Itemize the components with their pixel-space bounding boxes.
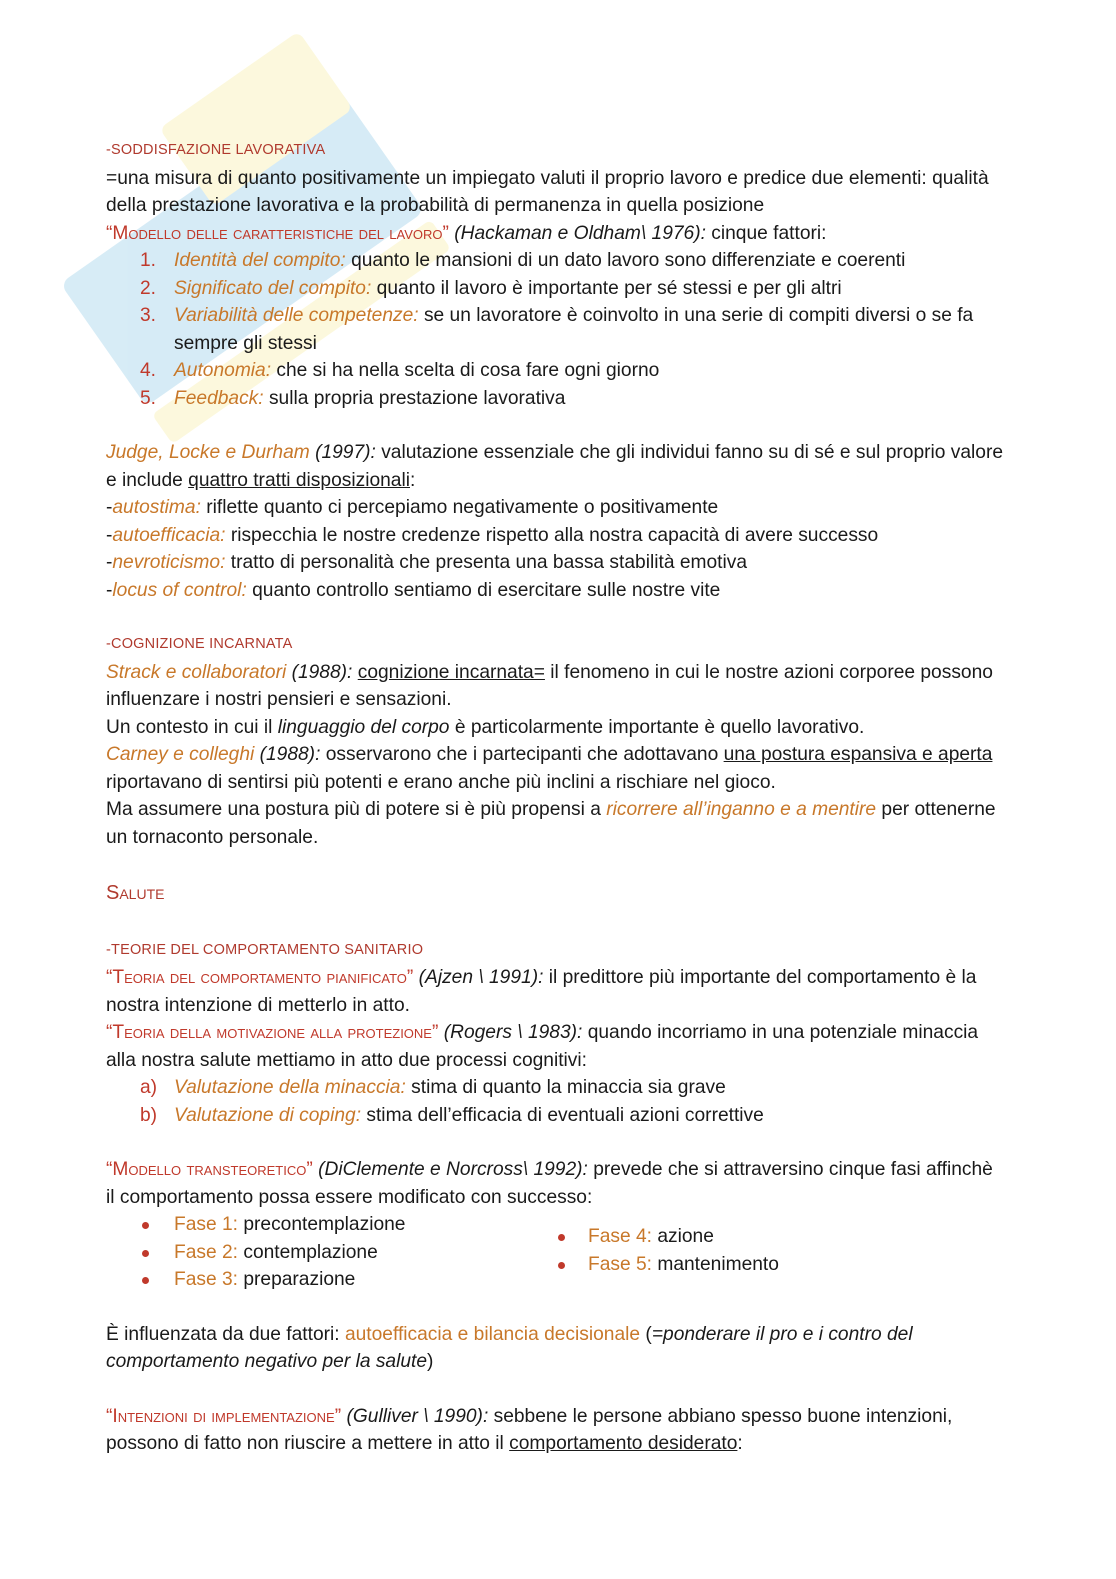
implementation-reference: (Gulliver \ 1990): [346,1405,489,1427]
influence-paren-open: ( [645,1323,652,1345]
list-text: che si ha nella scelta di cosa fare ogni giorno [276,360,660,381]
list-item [520,1223,779,1251]
factors-list [106,247,1006,412]
strack-paragraph [106,659,1006,714]
model-reference: (Hackaman e Oldham\ 1976): [454,222,706,244]
trait-text: rispecchia le nostre credenze rispetto alla nostra capacità di avere successo [230,524,879,546]
phase-text: precontemplazione [243,1214,406,1235]
trait-text: quanto controllo sentiamo di esercitare sulle nostre vite [252,579,721,601]
strack-underlined: cognizione incarnata= [357,661,545,683]
influence-paren-close: ) [427,1351,434,1372]
implementation-paragraph [106,1403,1006,1458]
bullet-icon [142,1250,149,1257]
list-term: Feedback: [174,387,264,409]
trait-line: -nevroticismo: tratto di personalità che presenta una bassa stabilità emotiva [106,552,748,573]
model-tail: cinque fattori: [711,222,827,244]
phase-term: Fase 3: [174,1269,238,1290]
list-letter: a) [140,1077,158,1098]
strack-text: il fenomeno in cui le nostre azioni corporee possono influenzare i nostri pensieri e sensazioni. [106,661,993,710]
list-item [106,1266,520,1294]
section-heading-teorie: -TEORIE DEL COMPORTAMENTO SANITARIO [106,941,424,958]
pmt-paragraph [106,1019,1006,1074]
phases-columns [106,1211,1006,1294]
influence-text: È influenzata da due fattori: [106,1323,340,1345]
carney-paragraph [106,741,1006,796]
trait-text: riflette quanto ci percepiamo negativamente o positivamente [206,497,719,518]
phase-term: Fase 1: [174,1214,238,1235]
tpb-paragraph [106,964,1006,1019]
ttm-title: “Modello transteoretico” [106,1159,313,1180]
carney-underlined: una postura espansiva e aperta [723,744,993,765]
judge-authors: Judge, Locke e Durham [106,442,310,463]
list-text: sulla propria prestazione lavorativa [268,387,566,409]
trait-text: tratto di personalità che presenta una bassa stabilità emotiva [230,552,748,573]
list-text: stima di quanto la minaccia sia grave [411,1077,726,1098]
tpb-text: il predittore più importante del comportamento è la nostra intenzione di metterlo in atto. [106,967,977,1016]
list-item [106,1239,520,1267]
section-heading-cognizione: -COGNIZIONE INCARNATA [106,636,293,652]
body-language-italic: linguaggio del corpo [277,716,450,738]
bullet-icon [558,1262,565,1269]
ttm-reference: (DiClemente e Norcross\ 1992): [318,1159,588,1180]
list-item [520,1251,779,1279]
phase-text: azione [657,1226,714,1247]
carney-tail: riportavano di sentirsi più potenti e erano anche più inclini a rischiare nel gioco. [106,771,776,793]
list-term: Valutazione della minaccia: [174,1077,406,1098]
list-term: Valutazione di coping: [174,1104,362,1126]
processes-list [106,1074,1006,1129]
model-title: “Modello delle caratteristiche del lavoro” [106,222,449,244]
list-item [106,1102,1006,1130]
body-language-paragraph [106,714,1006,742]
list-item [106,385,1006,413]
list-number: 5. [140,387,157,409]
list-term: Variabilità delle competenze: [174,305,419,326]
list-term: Identità del compito: [174,250,346,271]
tpb-title: “Teoria del comportamento pianificato” [106,967,414,988]
trait-line: -autoefficacia: rispecchia le nostre credenze rispetto alla nostra capacità di avere successo [106,524,879,546]
pmt-title: “Teoria della motivazione alla protezione” [106,1022,439,1043]
list-text: stima dell’efficacia di eventuali azioni correttive [366,1104,764,1126]
phase-text: contemplazione [243,1241,378,1263]
deception-emphasis: ricorrere all’inganno e a mentire [606,799,877,820]
list-item [106,357,1006,385]
influence-emphasis: autoefficacia e bilancia decisionale [344,1323,641,1345]
body-language-text-a: Un contesto in cui il [106,716,273,738]
ttm-text: prevede che si attraversino cinque fasi affinchè il comportamento possa essere modificato con successo: [106,1159,993,1208]
definition-paragraph: =una misura di quanto positivamente un impiegato valuti il proprio lavoro e predice due elementi: qualità della prestazione lavorativa e la probabilità di permanenza in quella posizione [106,167,989,216]
implementation-underlined: comportamento desiderato [509,1433,738,1454]
carney-text: osservarono che i partecipanti che adottavano [325,744,719,765]
pmt-reference: (Rogers \ 1983): [443,1022,583,1043]
list-term: Significato del compito: [174,277,372,299]
list-term: Autonomia: [174,360,272,381]
influence-paragraph [106,1321,1006,1376]
phases-list-right [520,1211,779,1294]
deception-text-b: per ottenerne un tornaconto personale. [106,799,996,848]
list-item [106,1211,520,1239]
bullet-icon [558,1234,565,1241]
bullet-icon [142,1277,149,1284]
judge-text: valutazione essenziale che gli individui fanno su di sé e sul proprio valore e include [106,442,1004,491]
list-text: se un lavoratore è coinvolto in una serie di compiti diversi o se fa sempre gli stessi [174,305,974,354]
phase-term: Fase 4: [588,1226,652,1247]
carney-year: (1988): [259,744,321,765]
trait-term: autostima: [112,497,201,518]
list-number: 1. [140,250,157,271]
body-language-text-b: è particolarmente importante è quello lavorativo. [454,716,865,738]
judge-year: (1997): [315,442,376,463]
judge-paragraph [106,439,1006,494]
phase-text: mantenimento [657,1253,779,1275]
list-number: 2. [140,277,157,299]
trait-line: -autostima: riflette quanto ci percepiamo negativamente o positivamente [106,497,719,518]
deception-paragraph [106,796,1006,851]
pmt-text: quando incorriamo in una potenziale minaccia alla nostra salute mettiamo in atto due processi cognitivi: [106,1022,979,1071]
judge-underlined: quattro tratti disposizionali [188,469,410,491]
list-item [106,247,1006,275]
implementation-text: sebbene le persone abbiano spesso buone intenzioni, possono di fatto non riuscire a mettere in atto il [106,1405,953,1454]
trait-term: autoefficacia: [112,524,226,546]
tpb-reference: (Ajzen \ 1991): [418,967,544,988]
bullet-icon [142,1222,149,1229]
implementation-title: “Intenzioni di implementazione” [106,1405,342,1427]
strack-authors: Strack e collaboratori [106,661,287,683]
implementation-colon: : [737,1433,743,1454]
document-body [106,137,1006,1458]
list-letter: b) [140,1104,158,1126]
trait-term: nevroticismo: [112,552,226,573]
phase-term: Fase 2: [174,1241,238,1263]
list-number: 4. [140,360,157,381]
section-title-salute: Salute [106,882,165,904]
trait-term: locus of control: [112,579,247,601]
deception-text-a: Ma assumere una postura più di potere si è più propensi a [106,799,601,820]
trait-line: -locus of control: quanto controllo sentiamo di esercitare sulle nostre vite [106,579,721,601]
carney-authors: Carney e colleghi [106,744,255,765]
phase-term: Fase 5: [588,1253,652,1275]
list-item [106,1074,1006,1102]
model-paragraph [106,220,1006,248]
list-text: quanto le mansioni di un dato lavoro sono differenziate e coerenti [351,250,906,271]
influence-italic: =ponderare il pro e i contro del comportamento negativo per la salute [106,1323,913,1372]
strack-year: (1988): [291,661,353,683]
judge-colon: : [410,469,416,491]
phases-list-left [106,1211,520,1294]
list-item [106,275,1006,303]
section-heading-soddisfazione: -SODDISFAZIONE LAVORATIVA [106,142,326,158]
list-text: quanto il lavoro è importante per sé stessi e per gli altri [376,277,842,299]
ttm-paragraph [106,1156,1006,1211]
list-number: 3. [140,305,157,326]
phase-text: preparazione [243,1269,356,1290]
list-item [106,302,1006,357]
